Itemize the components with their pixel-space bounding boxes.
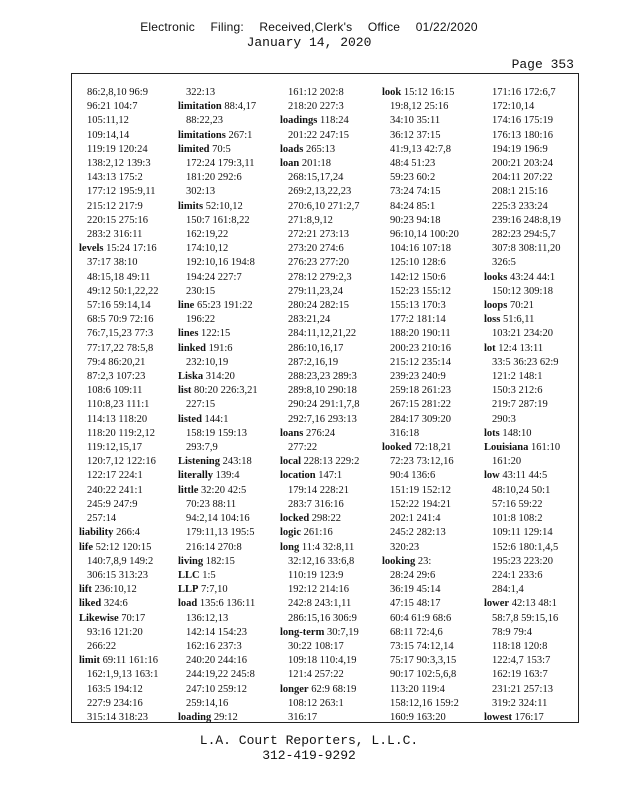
index-line: Likewise 70:17 [79,612,146,624]
index-line: literally 139:4 [178,470,240,482]
index-line: 174:16 175:19 [492,115,553,127]
index-line: 289:8,10 290:18 [288,385,357,397]
index-line: 306:15 313:23 [87,569,148,581]
index-headword: looked [382,442,412,454]
index-line: 244:19,22 245:8 [186,669,255,681]
index-line: Liska 314:20 [178,371,235,383]
index-headword: liability [79,527,114,539]
index-line: 239:16 248:8,19 [492,214,561,226]
index-line: 232:10,19 [186,356,229,368]
document-date: January 14, 2020 [246,35,372,50]
footer [0,733,618,763]
index-line: 140:7,8,9 149:2 [87,555,154,567]
index-line: 280:24 282:15 [288,300,349,312]
index-line: 179:14 228:21 [288,484,349,496]
index-line: life 52:12 120:15 [79,541,152,553]
index-line: 201:22 247:15 [288,129,349,141]
stamp-electronic: Electronic [140,20,195,34]
index-line: 120:7,12 122:16 [87,456,156,468]
index-line: 158:12,16 159:2 [390,697,459,709]
index-headword: limit [79,655,100,667]
index-headword: limits [178,200,204,212]
index-line: looked 72:18,21 [382,442,452,454]
index-line: 270:6,10 271:2,7 [288,200,360,212]
index-line: 286:15,16 306:9 [288,612,357,624]
index-line: 259:18 261:23 [390,385,451,397]
index-line: 284:11,12,21,22 [288,328,357,340]
index-line: 72:23 73:12,16 [390,456,454,468]
index-line: 174:10,12 [186,243,229,255]
index-line: 77:17,22 78:5,8 [87,342,154,354]
index-line: 93:16 121:20 [87,626,143,638]
index-line: 320:23 [390,541,420,553]
stamp-received: Received,Clerk's [259,20,353,34]
index-line: 216:14 270:8 [186,541,242,553]
index-line: 119:19 120:24 [87,143,148,155]
index-line: 177:2 181:14 [390,314,446,326]
index-line: 257:14 [87,513,117,525]
index-line: lines 122:15 [178,328,231,340]
index-headword: local [280,456,301,468]
index-line: 60:4 61:9 68:6 [390,612,452,624]
index-line: liability 266:4 [79,527,140,539]
index-line: 36:12 37:15 [390,129,441,141]
index-line: 179:11,13 195:5 [186,527,255,539]
index-line: 158:19 159:13 [186,427,247,439]
index-headword: loads [280,143,304,155]
index-column-1 [79,86,179,725]
index-line: 90:17 102:5,6,8 [390,669,457,681]
index-headword: lots [484,427,500,439]
index-headword: Liska [178,371,204,383]
index-line: 293:7,9 [186,442,218,454]
index-headword: loadings [280,115,318,127]
index-headword: literally [178,470,213,482]
index-line: linked 191:6 [178,342,233,354]
index-line: Listening 243:18 [178,456,252,468]
index-line: loads 265:13 [280,143,336,155]
index-headword: loans [280,427,304,439]
index-line: lower 42:13 48:1 [484,598,557,610]
index-line: list 80:20 226:3,21 [178,385,258,397]
index-headword: logic [280,527,301,539]
index-line: 215:12 235:14 [390,356,451,368]
index-line: 79:4 86:20,21 [87,356,146,368]
index-line: long 11:4 32:8,11 [280,541,355,553]
index-line: 225:3 233:24 [492,200,548,212]
index-line: 290:24 291:1,7,8 [288,399,360,411]
index-line: 152:23 155:12 [390,285,451,297]
index-headword: loss [484,314,501,326]
index-line: 90:4 136:6 [390,470,436,482]
index-line: 151:19 152:12 [390,484,451,496]
index-line: 48:10,24 50:1 [492,484,551,496]
index-line: 57:16 59:22 [492,498,543,510]
index-headword: list [178,385,192,397]
index-line: 239:23 240:9 [390,371,446,383]
index-line: 96:21 104:7 [87,101,138,113]
index-line: 119:12,15,17 [87,442,143,454]
index-headword: lower [484,598,510,610]
index-line: 224:1 233:6 [492,569,543,581]
index-headword: look [382,87,402,98]
index-line: limit 69:11 161:16 [79,655,158,667]
index-line: 87:2,3 107:23 [87,371,146,383]
index-line: 204:11 207:22 [492,172,553,184]
index-line: 195:23 223:20 [492,555,553,567]
index-headword: lift [79,584,92,596]
index-line: 76:7,15,23 77:3 [87,328,154,340]
index-line: 287:2,16,19 [288,356,339,368]
index-line: 73:24 74:15 [390,186,441,198]
index-line: 150:7 161:8,22 [186,214,250,226]
index-line: 78:9 79:4 [492,626,532,638]
index-line: 162:19 163:7 [492,669,548,681]
stamp-date: 01/22/2020 [415,20,478,34]
index-line: 118:20 119:2,12 [87,427,156,439]
index-line: 162:16 237:3 [186,640,242,652]
index-headword: low [484,470,500,482]
index-line: 188:20 190:11 [390,328,451,340]
index-headword: living [178,555,204,567]
index-line: 108:6 109:11 [87,385,143,397]
index-headword: loading [178,711,212,723]
index-line: 290:3 [492,413,516,425]
index-column-2 [178,86,278,725]
index-line: 36:19 45:14 [390,584,441,596]
index-line: LLP 7:7,10 [178,584,228,596]
index-line: 161:20 [492,456,522,468]
index-line: loan 201:18 [280,158,332,170]
index-line: 88:22,23 [186,115,224,127]
index-line: 192:12 214:16 [288,584,349,596]
index-line: 138:2,12 139:3 [87,158,151,170]
index-line: 28:24 29:6 [390,569,436,581]
index-line: 34:10 35:11 [390,115,441,127]
index-line: 219:7 287:19 [492,399,548,411]
index-line: Louisiana 161:10 [484,442,561,454]
index-line: limits 52:10,12 [178,200,243,212]
index-headword: levels [79,243,104,255]
index-line: location 147:1 [280,470,343,482]
index-line: limitation 88:4,17 [178,101,257,113]
index-headword: LLP [178,584,199,596]
index-line: 181:20 292:6 [186,172,242,184]
index-line: 113:20 119:4 [390,683,445,695]
index-line: 49:12 50:1,22,22 [87,285,159,297]
index-line: 231:21 257:13 [492,683,553,695]
index-line: longer 62:9 68:19 [280,683,357,695]
index-line: 163:5 194:12 [87,683,143,695]
index-line: 152:22 194:21 [390,498,451,510]
index-line: 86:2,8,10 96:9 [87,87,148,98]
index-line: loops 70:21 [484,300,534,312]
index-line: 227:9 234:16 [87,697,143,709]
index-line: 33:5 36:23 62:9 [492,356,559,368]
index-line: levels 15:24 17:16 [79,243,157,255]
index-line: 242:8 243:1,11 [288,598,352,610]
index-line: loss 51:6,11 [484,314,535,326]
index-line: 37:17 38:10 [87,257,138,269]
filing-stamp [0,20,618,34]
index-line: 279:11,23,24 [288,285,344,297]
stamp-filing: Filing: [210,20,244,34]
index-headword: load [178,598,198,610]
index-line: 94:2,14 104:16 [186,513,250,525]
index-line: 68:11 72:4,6 [390,626,443,638]
index-line: 245:2 282:13 [390,527,446,539]
index-line: 121:4 257:22 [288,669,344,681]
index-line: 208:1 215:16 [492,186,548,198]
index-headword: longer [280,683,309,695]
index-line: 48:15,18 49:11 [87,271,151,283]
index-line: line 65:23 191:22 [178,300,253,312]
index-line: 268:15,17,24 [288,172,344,184]
index-line: 150:12 309:18 [492,285,553,297]
index-line: 150:3 212:6 [492,385,543,397]
page-number: Page 353 [511,57,574,72]
index-line: 307:8 308:11,20 [492,243,561,255]
index-headword: long [280,541,300,553]
index-line: 142:12 150:6 [390,271,446,283]
index-line: 240:20 244:16 [186,655,247,667]
index-line: 283:2 316:11 [87,229,143,241]
index-line: 41:9,13 42:7,8 [390,143,451,155]
index-line: 267:15 281:22 [390,399,451,411]
index-headword: little [178,484,199,496]
index-line: local 228:13 229:2 [280,456,360,468]
index-line: 283:7 316:16 [288,498,344,510]
index-line: 288:23,23 289:3 [288,371,357,383]
index-line: 196:22 [186,314,216,326]
index-line: 152:6 180:1,4,5 [492,541,559,553]
index-line: 266:22 [87,640,117,652]
index-line: 104:16 107:18 [390,243,451,255]
index-line: loans 276:24 [280,427,336,439]
index-line: 161:12 202:8 [288,87,344,98]
index-line: 227:15 [186,399,216,411]
stamp-office: Office [367,20,401,34]
index-line: 105:11,12 [87,115,129,127]
index-column-4 [382,86,482,725]
index-line: 75:17 90:3,3,15 [390,655,457,667]
index-line: long-term 30:7,19 [280,626,359,638]
index-headword: locked [280,513,310,525]
index-line: 172:10,14 [492,101,535,113]
index-line: 322:13 [186,87,216,98]
index-line: 277:22 [288,442,318,454]
index-headword: limited [178,143,210,155]
index-line: lift 236:10,12 [79,584,137,596]
index-line: 316:17 [288,711,318,723]
index-line: 136:12,13 [186,612,229,624]
index-line: 215:12 217:9 [87,200,143,212]
index-line: 200:21 203:24 [492,158,553,170]
index-line: 218:20 227:3 [288,101,344,113]
index-line: 319:2 324:11 [492,697,548,709]
index-line: 202:1 241:4 [390,513,441,525]
index-line: 259:14,16 [186,697,229,709]
index-line: 240:22 241:1 [87,484,143,496]
index-line: 284:17 309:20 [390,413,451,425]
index-line: 160:9 163:20 [390,711,446,723]
index-line: 269:2,13,22,23 [288,186,352,198]
index-line: 172:24 179:3,11 [186,158,255,170]
index-line: 103:21 234:20 [492,328,553,340]
index-line: logic 261:16 [280,527,333,539]
index-line: look 15:12 16:15 [382,87,455,98]
index-line: 118:18 120:8 [492,640,548,652]
index-line: 68:5 70:9 72:16 [87,314,154,326]
reporter-name: L.A. Court Reporters, L.L.C. [199,733,419,748]
index-line: 302:13 [186,186,216,198]
index-line: 57:16 59:14,14 [87,300,151,312]
index-line: 177:12 195:9,11 [87,186,156,198]
index-column-3 [280,86,380,725]
index-headword: line [178,300,195,312]
index-line: 271:8,9,12 [288,214,333,226]
index-line: 194:24 227:7 [186,271,242,283]
index-line: 292:7,16 293:13 [288,413,357,425]
index-headword: life [79,541,93,553]
index-line: 122:4,7 153:7 [492,655,551,667]
index-headword: linked [178,342,207,354]
index-line: 101:8 108:2 [492,513,543,525]
index-headword: limitation [178,101,222,113]
index-line: 276:23 277:20 [288,257,349,269]
index-line: 32:12,16 33:6,8 [288,555,355,567]
index-headword: limitations [178,129,226,141]
index-line: 284:1,4 [492,584,524,596]
index-line: 286:10,16,17 [288,342,344,354]
index-headword: lines [178,328,199,340]
index-line: 155:13 170:3 [390,300,446,312]
index-headword: lowest [484,711,512,723]
index-line: 121:2 148:1 [492,371,543,383]
index-line: 19:8,12 25:16 [390,101,449,113]
index-line: 110:8,23 111:1 [87,399,150,411]
index-line: 48:4 51:23 [390,158,436,170]
index-line: 109:18 110:4,19 [288,655,357,667]
index-line: 110:19 123:9 [288,569,344,581]
index-line: 278:12 279:2,3 [288,271,352,283]
index-line: 122:17 224:1 [87,470,143,482]
index-line: listed 144:1 [178,413,229,425]
index-line: liked 324:6 [79,598,128,610]
index-line: looks 43:24 44:1 [484,271,556,283]
index-line: load 135:6 136:11 [178,598,256,610]
index-headword: Listening [178,456,221,468]
index-line: lowest 176:17 [484,711,544,723]
index-line: 230:15 [186,285,216,297]
index-line: 162:19,22 [186,229,229,241]
index-line: 58:7,8 59:15,16 [492,612,559,624]
index-line: 194:19 196:9 [492,143,548,155]
index-line: low 43:11 44:5 [484,470,548,482]
index-line: 108:12 263:1 [288,697,344,709]
index-headword: location [280,470,316,482]
index-line: 125:10 128:6 [390,257,446,269]
index-line: 273:20 274:6 [288,243,344,255]
index-line: limited 70:5 [178,143,231,155]
index-line: 73:15 74:12,14 [390,640,454,652]
reporter-phone: 312-419-9292 [262,748,356,763]
index-line: 171:16 172:6,7 [492,87,556,98]
index-line: 109:14,14 [87,129,130,141]
index-line: 162:1,9,13 163:1 [87,669,159,681]
index-line: loadings 118:24 [280,115,349,127]
index-headword: loops [484,300,508,312]
index-line: 30:22 108:17 [288,640,344,652]
index-line: 282:23 294:5,7 [492,229,556,241]
index-line: 326:5 [492,257,516,269]
index-line: 142:14 154:23 [186,626,247,638]
index-line: 114:13 118:20 [87,413,148,425]
index-headword: looks [484,271,508,283]
index-line: 245:9 247:9 [87,498,138,510]
index-line: 47:15 48:17 [390,598,441,610]
index-line: 192:10,16 194:8 [186,257,255,269]
index-line: locked 298:22 [280,513,341,525]
index-line: 200:23 210:16 [390,342,451,354]
index-line: 90:23 94:18 [390,214,441,226]
index-line: lots 148:10 [484,427,532,439]
index-line: lot 12:4 13:11 [484,342,544,354]
index-headword: lot [484,342,496,354]
index-line: looking 23: [382,555,432,567]
index-headword: looking [382,555,416,567]
index-headword: Likewise [79,612,119,624]
index-line: living 182:15 [178,555,235,567]
index-line: 315:14 318:23 [87,711,148,723]
index-line: little 32:20 42:5 [178,484,247,496]
index-headword: listed [178,413,202,425]
word-index-box [71,73,579,723]
index-line: 96:10,14 100:20 [390,229,459,241]
index-headword: liked [79,598,102,610]
index-headword: long-term [280,626,325,638]
index-line: 84:24 85:1 [390,200,436,212]
index-line: limitations 267:1 [178,129,253,141]
index-line: loading 29:12 [178,711,238,723]
index-line: 220:15 275:16 [87,214,148,226]
index-line: 59:23 60:2 [390,172,436,184]
index-line: 109:11 129:14 [492,527,553,539]
index-line: 316:18 [390,427,420,439]
index-line: 283:21,24 [288,314,331,326]
index-headword: LLC [178,569,200,581]
index-line: LLC 1:5 [178,569,216,581]
index-line: 176:13 180:16 [492,129,553,141]
index-line: 70:23 88:11 [186,498,237,510]
index-headword: Louisiana [484,442,529,454]
index-column-5 [484,86,584,725]
index-line: 143:13 175:2 [87,172,143,184]
index-headword: loan [280,158,300,170]
index-line: 272:21 273:13 [288,229,349,241]
index-line: 247:10 259:12 [186,683,247,695]
